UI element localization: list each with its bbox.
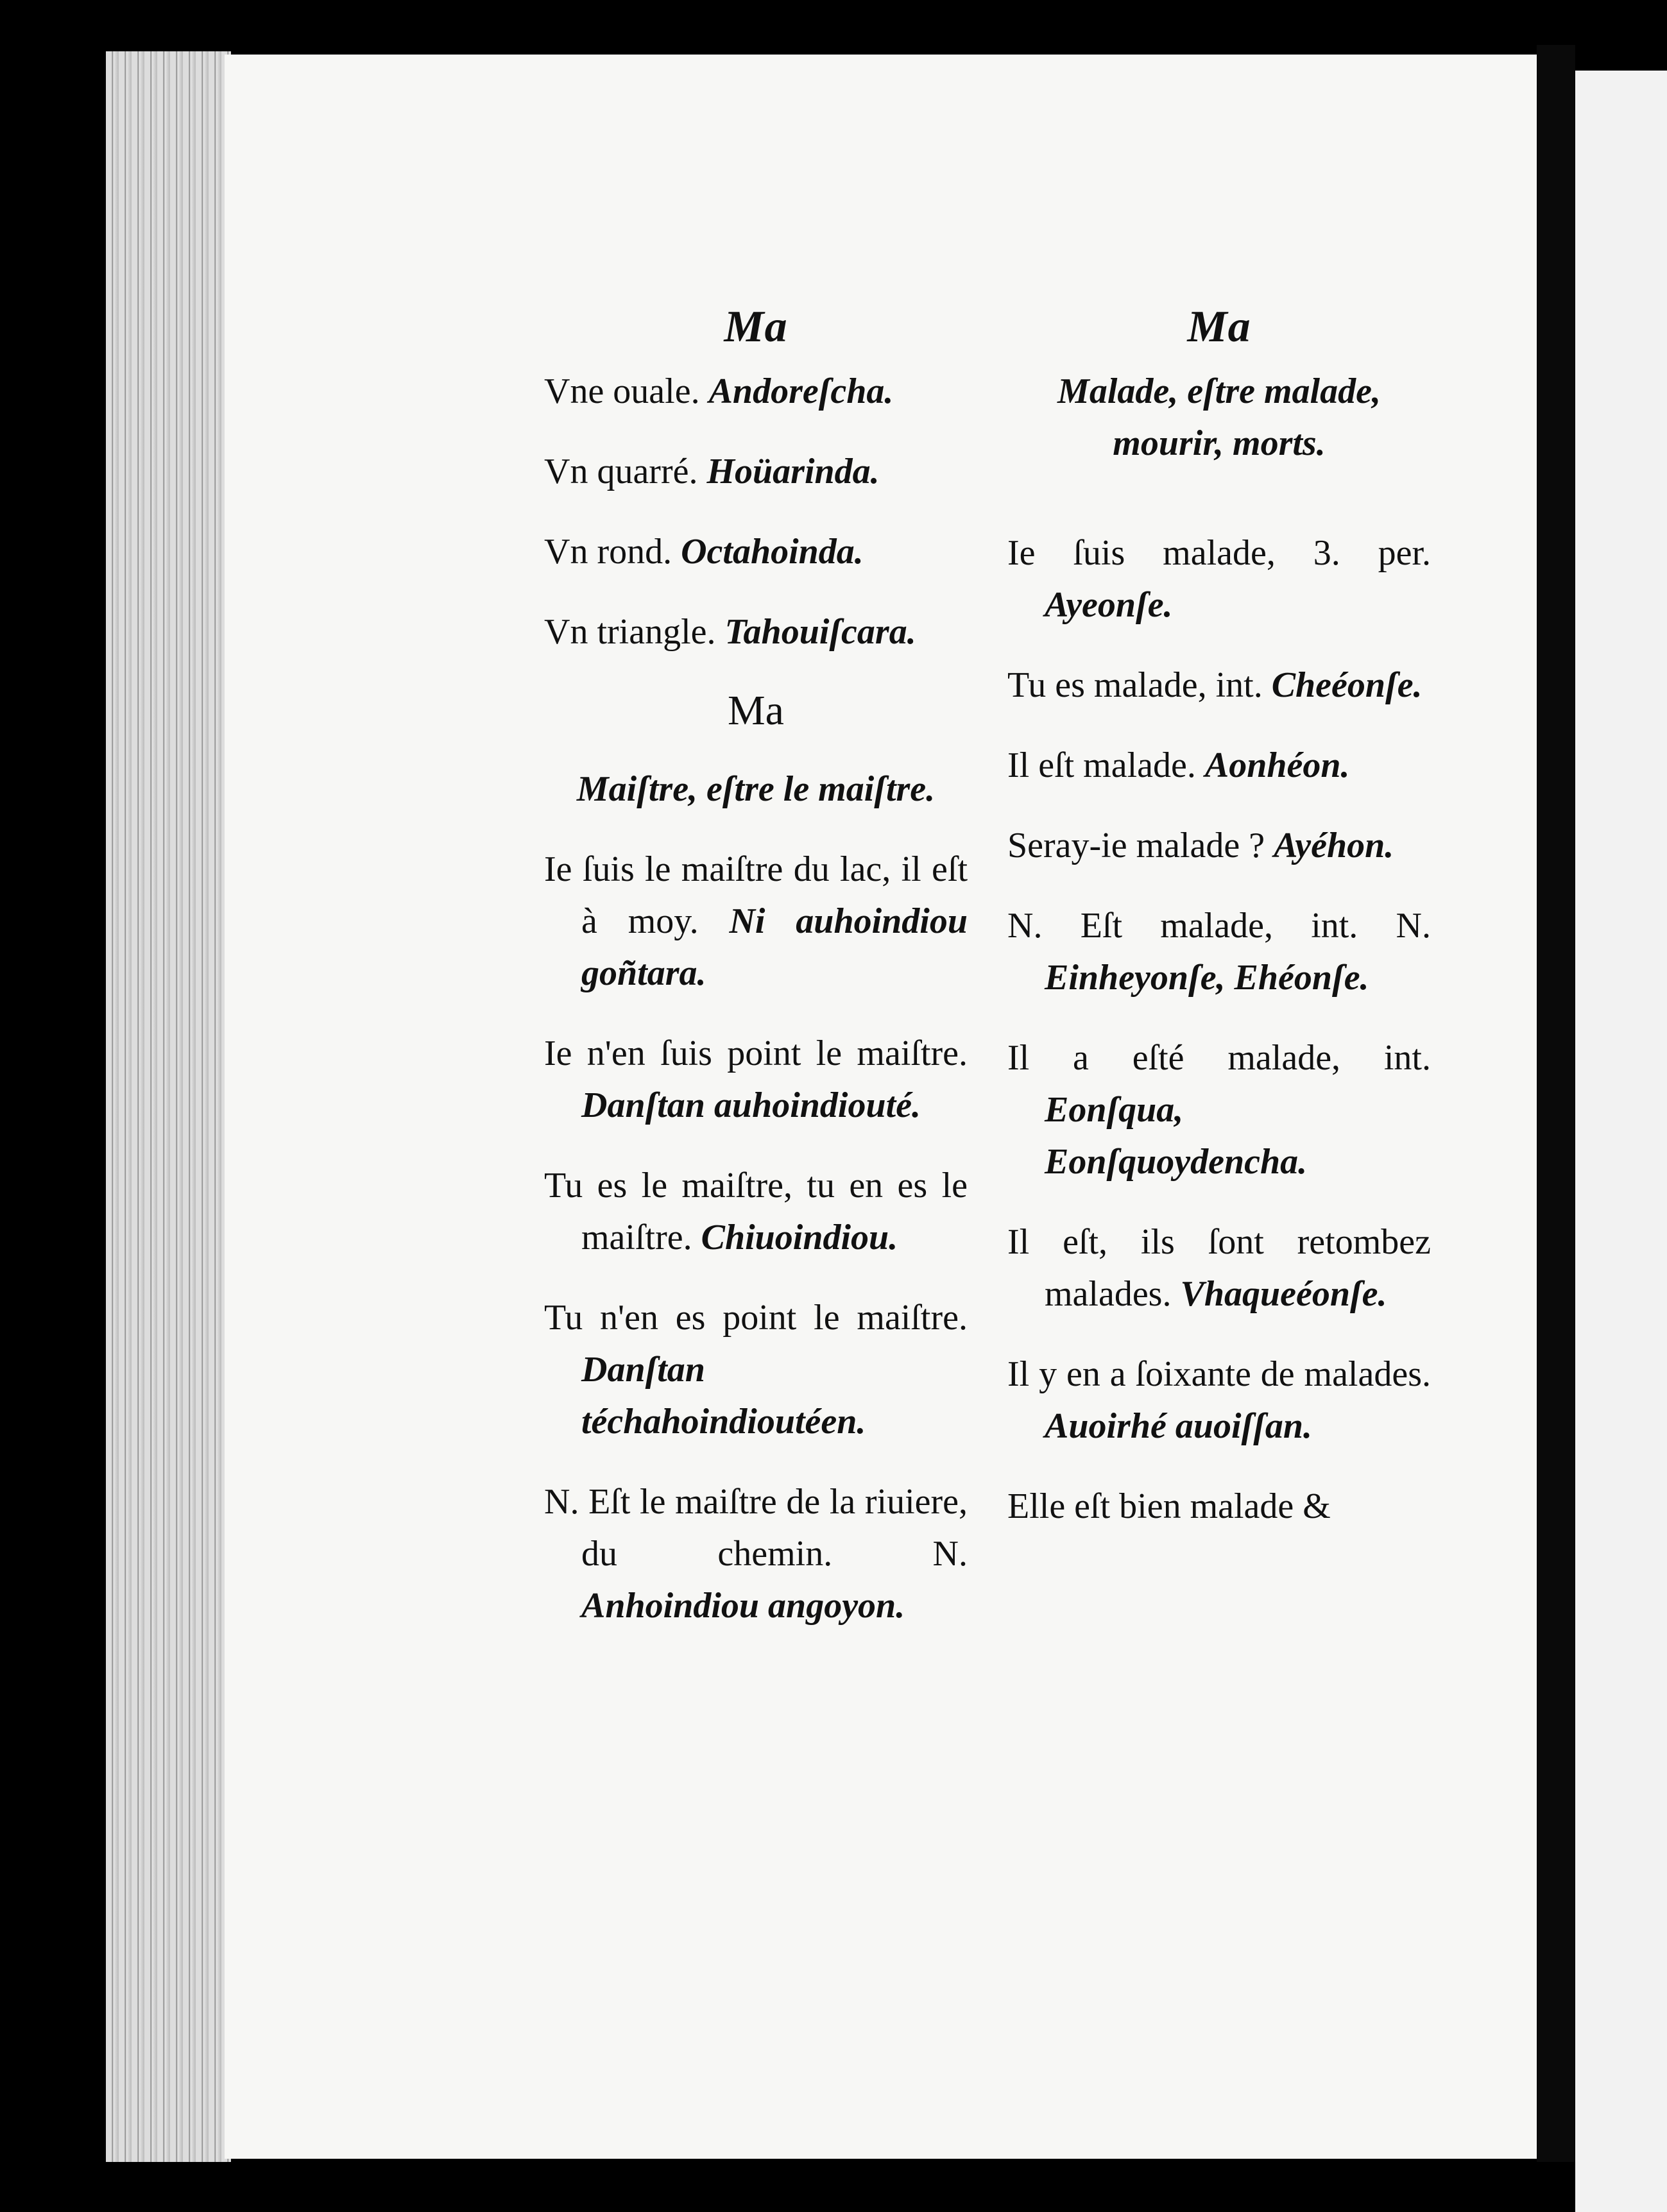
dictionary-entry (544, 1160, 968, 1264)
entry-translation: Cheéonſe. (1271, 665, 1423, 705)
entry-translation: Hoüarinda. (706, 452, 880, 491)
dictionary-entry (1007, 1216, 1431, 1320)
entry-translation: Ayeonſe. (1045, 585, 1173, 625)
dictionary-entry (544, 526, 968, 578)
entry-translation: Octahoinda. (681, 532, 864, 572)
entry-french: Il eſt malade. (1007, 745, 1196, 785)
entry-french: Ie ſuis malade, 3. per. (1007, 533, 1431, 573)
entry-french: Vn quarré. (544, 452, 698, 491)
facing-page-edge (1575, 71, 1667, 2212)
dictionary-entry (1007, 740, 1431, 792)
entry-french: Ie ſuis le maiſtre du lac, il eſt à moy. (544, 849, 968, 941)
dictionary-entry (1007, 1348, 1431, 1452)
entry-french: Tu n'en es point le maiſtre. (544, 1298, 968, 1338)
entry-translation: Einheyonſe, Ehéonſe. (1045, 958, 1369, 998)
entry-translation: Andoreſcha. (708, 371, 894, 411)
entry-french: Elle eſt bien malade & (1007, 1486, 1331, 1526)
column-header: Ma (1187, 302, 1251, 352)
entry-translation: Auoirhé auoiſſan. (1045, 1406, 1312, 1446)
entry-translation: Tahouiſcara. (724, 612, 916, 652)
entry-french: N. Eſt malade, int. N. (1007, 906, 1431, 946)
entry-french: Il eſt, ils ſont retombez malades. (1007, 1222, 1431, 1314)
entry-translation: Chiuoindiou. (701, 1218, 898, 1257)
entry-french: Il a eſté malade, int. (1007, 1038, 1431, 1078)
left-column (544, 302, 968, 1660)
gutter-shadow (1537, 45, 1575, 2162)
entry-translation: Vhaqueéonſe. (1180, 1274, 1387, 1314)
entry-french: Seray-ie malade ? (1007, 826, 1265, 865)
dictionary-entry (544, 1476, 968, 1632)
entry-french: N. Eſt le maiſtre de la riuiere, du chemin. N. (544, 1482, 968, 1574)
entry-subheading: Malade, eſtre malade, mourir, morts. (1057, 371, 1381, 463)
entry-translation: Aonhéon. (1204, 745, 1350, 785)
entry-translation: Ayéhon. (1274, 826, 1394, 865)
section-heading: Ma (728, 687, 784, 734)
right-column (1007, 302, 1431, 1561)
entry-subheading: Maiſtre, eſtre le maiſtre. (576, 769, 936, 809)
entry-french: Il y en a ſoixante de malades. (1007, 1354, 1431, 1394)
entry-french: Tu es le maiſtre, tu en es le maiſtre. (544, 1166, 968, 1257)
entry-translation: Danſtan téchahoindioutéen. (581, 1350, 866, 1442)
entry-french: Vn rond. (544, 532, 672, 572)
page-edges-left (106, 51, 231, 2162)
entry-translation: Danſtan auhoindiouté. (581, 1085, 921, 1125)
dictionary-entry (544, 366, 968, 418)
dictionary-entry (544, 446, 968, 498)
dictionary-entry (1007, 1032, 1431, 1188)
dictionary-entry (544, 844, 968, 1000)
dictionary-entry (1007, 527, 1431, 631)
dictionary-entry (1007, 1481, 1431, 1533)
dictionary-entry (1007, 659, 1431, 711)
dictionary-entry (544, 606, 968, 658)
entry-french: Vne ouale. (544, 371, 700, 411)
entry-french: Vn triangle. (544, 612, 716, 652)
dictionary-entry (544, 1028, 968, 1132)
dictionary-entry (1007, 900, 1431, 1004)
entry-french: Tu es malade, int. (1007, 665, 1263, 705)
dictionary-entry (544, 1292, 968, 1448)
entry-translation: Eonſqua, Eonſquoydencha. (1045, 1090, 1308, 1182)
entry-french: Ie n'en ſuis point le maiſtre. (544, 1034, 968, 1073)
column-header: Ma (724, 302, 788, 352)
entry-translation: Anhoindiou angoyon. (581, 1586, 905, 1626)
entry-translation: Ni auhoindiou goñtara. (581, 901, 968, 993)
dictionary-entry (1007, 820, 1431, 872)
